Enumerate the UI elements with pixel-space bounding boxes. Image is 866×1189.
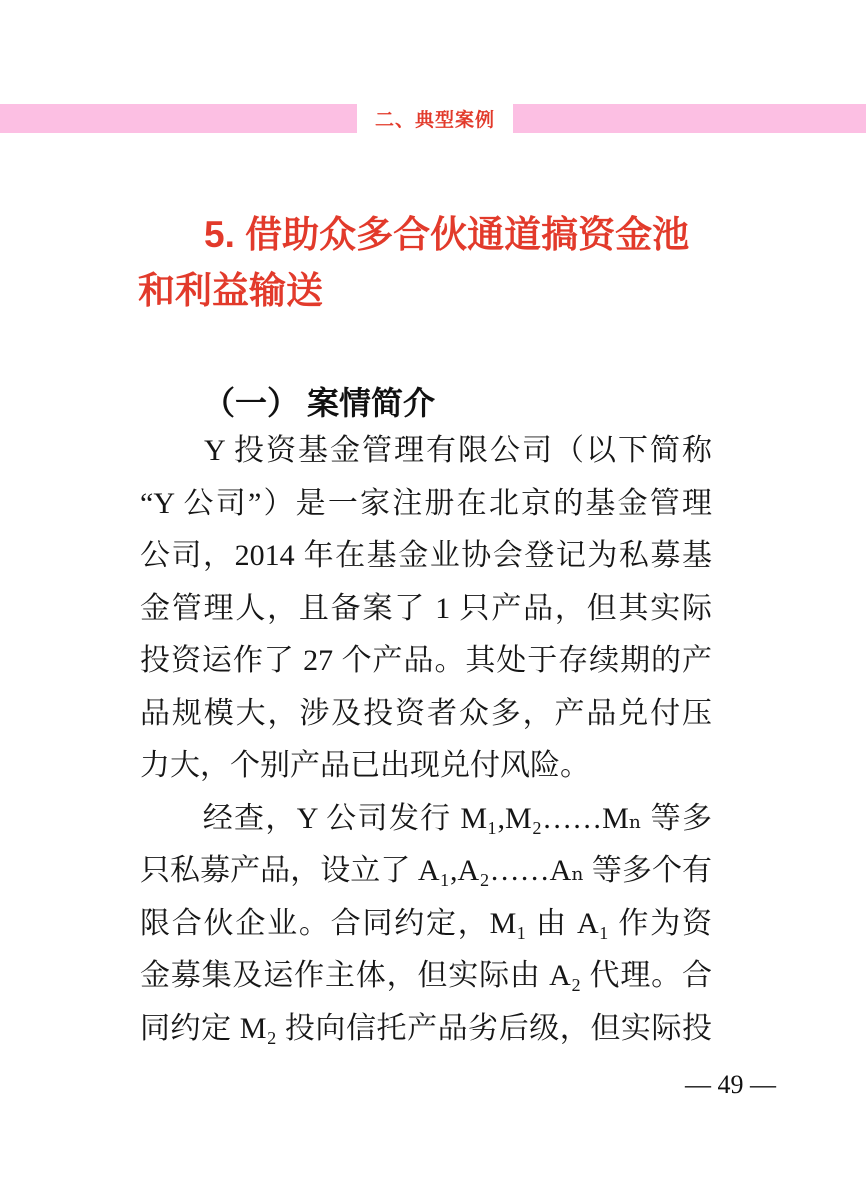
body-line: 品规模大，涉及投资者众多，产品兑付压	[140, 696, 712, 730]
running-head-bar-left	[0, 104, 357, 133]
body-line: 公司，2014 年在基金业协会登记为私募基	[140, 539, 712, 572]
body-line: 限合伙企业。合同约定，M₁ 由 A₁ 作为资	[140, 906, 712, 940]
body-line: 投资运作了 27 个产品。其处于存续期的产	[140, 644, 712, 677]
chapter-title-line-2: 和利益输送	[138, 270, 323, 311]
body-line: 金管理人，且备案了 1 只产品，但其实际	[140, 591, 712, 625]
running-head-band	[0, 104, 866, 133]
chapter-title-line-1: 5. 借助众多合伙通道搞资金池	[204, 214, 690, 255]
body-line: 只私募产品，设立了 A₁,A₂……Aₙ 等多个有	[140, 854, 712, 887]
body-line: 力大，个别产品已出现兑付风险。	[140, 749, 590, 782]
page-number: — 49 —	[685, 1070, 776, 1099]
section-heading: （一） 案情简介	[203, 385, 436, 421]
chapter-title	[138, 207, 738, 319]
body-line: 金募集及运作主体，但实际由 A₂ 代理。合	[140, 959, 712, 992]
body-paragraphs	[140, 425, 712, 1055]
body-line: Y 投资基金管理有限公司（以下简称	[140, 434, 712, 467]
body-line: 经查，Y 公司发行 M₁,M₂……Mₙ 等多	[140, 801, 712, 835]
running-head-label-box	[357, 104, 513, 133]
running-head-bar-right	[513, 104, 866, 133]
body-line: 同约定 M₂ 投向信托产品劣后级，但实际投	[140, 1011, 712, 1045]
body-line: “Y 公司”）是一家注册在北京的基金管理	[140, 486, 712, 520]
running-head-label: 二、典型案例	[374, 110, 495, 131]
